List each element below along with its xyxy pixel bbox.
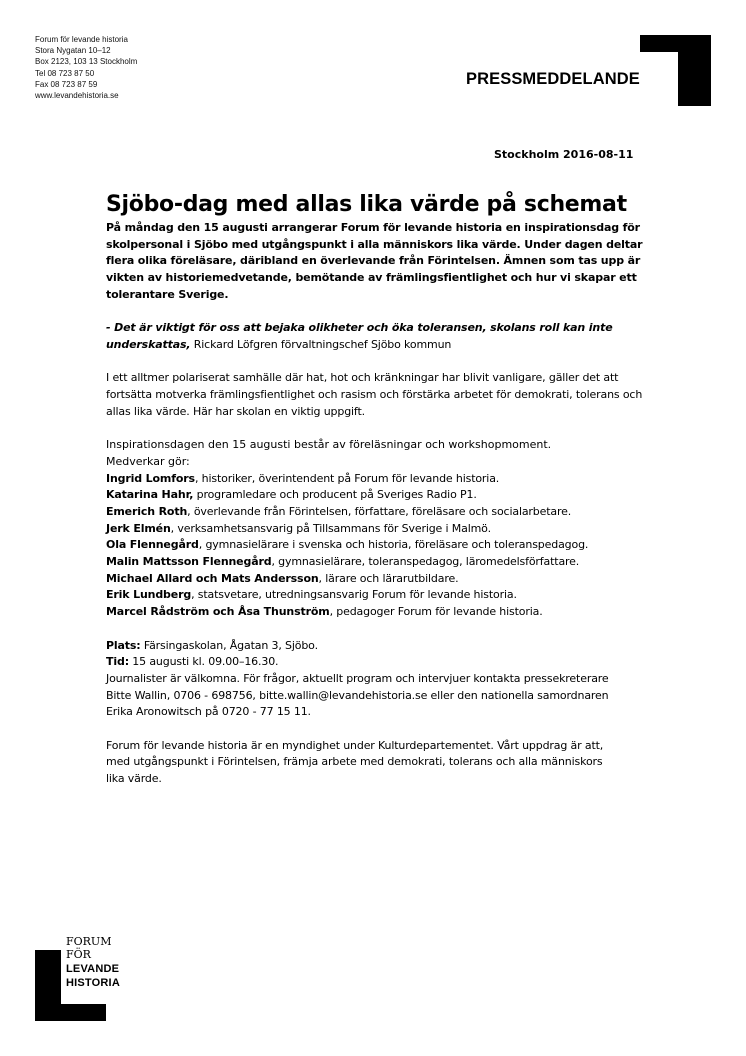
footer-logo-bar-horizontal [35,1004,106,1021]
contributor-item [106,554,646,571]
sender-web: www.levandehistoria.se [35,91,119,101]
contributor-name: Jerk Elmén [106,521,171,535]
footer-logo-word-2: FÖR [66,948,91,961]
lead-paragraph: På måndag den 15 augusti arrangerar Forum för levande historia en inspirationsdag för skolpersonal i Sjöbo med utgångspunkt i alla människors lika värde. Under dagen deltar flera olika föreläsare, däribland en överlevande från Förintelsen. Ämnen som tas upp är vikten av historiemedvetande, bemötande av främlingsfientlighet och hur vi skapar ett tolerantare Sverige. [106,221,643,301]
sender-org-name: Forum för levande historia [35,35,128,44]
contributor-role: , överlevande från Förintelsen, författare, föreläsare och socialarbetare. [187,504,572,518]
footer-logo [35,935,145,1025]
contributor-name: Marcel Rådström och Åsa Thunström [106,605,330,619]
about-line-2: med utgångspunkt i Förintelsen, främja arbete med demokrati, tolerans och alla människors [106,755,603,769]
practical-info-section [106,638,646,722]
context-paragraph: I ett alltmer polariserat samhälle där hat, hot och kränkningar har blivit vanligare, gäller det att fortsätta motverka främlingsfientlighet och rasism och förstärka arbetet för demokrati, tolerans och allas lika värde. Här har skolan en viktig uppgift. [106,371,643,418]
dateline: Stockholm 2016-08-11 [494,148,634,161]
quote-attribution: Rickard Löfgren förvaltningschef Sjöbo kommun [190,337,452,351]
press-contact-line-1: Journalister är välkomna. För frågor, aktuellt program och intervjuer kontakta pressekreterare [106,671,609,685]
quote-paragraph [106,320,646,353]
place-line [106,638,646,655]
about-line-3: lika värde. [106,772,162,786]
sender-address-block [35,34,137,101]
footer-logo-word-1: FORUM [66,935,112,948]
contributor-role: , lärare och lärarutbildare. [318,571,459,585]
corner-logo-bar-vertical [678,35,711,106]
contributors-heading: Medverkar gör: [106,454,190,468]
place-value: Färsingaskolan, Ågatan 3, Sjöbo. [140,638,318,652]
document-type-heading: PRESSMEDDELANDE [466,70,640,88]
footer-logo-word-4: HISTORIA [66,977,120,989]
contributor-role: , gymnasielärare i svenska och historia, föreläsare och toleranspedagog. [198,538,589,552]
contributor-role: , statsvetare, utredningsansvarig Forum för levande historia. [191,588,517,602]
press-contact-line-2: Bitte Wallin, 0706 - 698756, bitte.wallin@levandehistoria.se eller den nationella samordnaren [106,688,609,702]
corner-logo-mark [640,35,711,106]
contributor-name: Erik Lundberg [106,588,192,602]
contributor-role: , gymnasielärare, toleranspedagog, läromedelsförfattare. [271,555,580,569]
press-release-body [106,190,646,788]
time-label: Tid: [106,655,129,669]
contributor-name: Emerich Roth [106,504,188,518]
contributor-name: Michael Allard och Mats Andersson [106,571,319,585]
contributor-item [106,487,646,504]
quote-text: - Det är viktigt för oss att bejaka olikheter och öka toleransen, skolans roll kan inte underskattas, [106,321,613,351]
contributor-role: , verksamhetsansvarig på Tillsammans för Sverige i Malmö. [170,521,491,535]
contributor-item [106,471,646,488]
place-label: Plats: [106,638,141,652]
contributors-list [106,471,646,621]
contributor-name: Malin Mattsson Flennegård [106,555,272,569]
contributor-role: , pedagoger Forum för levande historia. [329,605,543,619]
press-release-title: Sjöbo-dag med allas lika värde på schemat [106,192,627,217]
contributor-name: Ola Flennegård [106,538,199,552]
contributor-item [106,521,646,538]
contributor-name: Katarina Hahr, [106,488,194,502]
program-section [106,437,646,621]
about-line-1: Forum för levande historia är en myndighet under Kulturdepartementet. Vårt uppdrag är att, [106,738,604,752]
contributor-item [106,571,646,588]
sender-box: Box 2123, 103 13 Stockholm [35,57,138,67]
contributor-name: Ingrid Lomfors [106,471,195,485]
contributor-role: , historiker, överintendent på Forum för levande historia. [194,471,500,485]
sender-fax: Fax 08 723 87 59 [35,79,98,89]
contributor-item [106,504,646,521]
about-section [106,738,646,788]
time-value: 15 augusti kl. 09.00–16.30. [128,655,279,669]
press-contact-line-3: Erika Aronowitsch på 0720 - 77 15 11. [106,705,311,719]
footer-logo-word-3: LEVANDE [66,963,120,975]
contributor-item [106,537,646,554]
sender-tel: Tel 08 723 87 50 [35,68,95,78]
contributor-role: programledare och producent på Sveriges Radio P1. [193,488,477,502]
sender-street: Stora Nygatan 10–12 [35,46,111,56]
contributor-item [106,604,646,621]
program-intro: Inspirationsdagen den 15 augusti består av föreläsningar och workshopmoment. [106,438,552,452]
time-line [106,654,646,671]
contributor-item [106,587,646,604]
